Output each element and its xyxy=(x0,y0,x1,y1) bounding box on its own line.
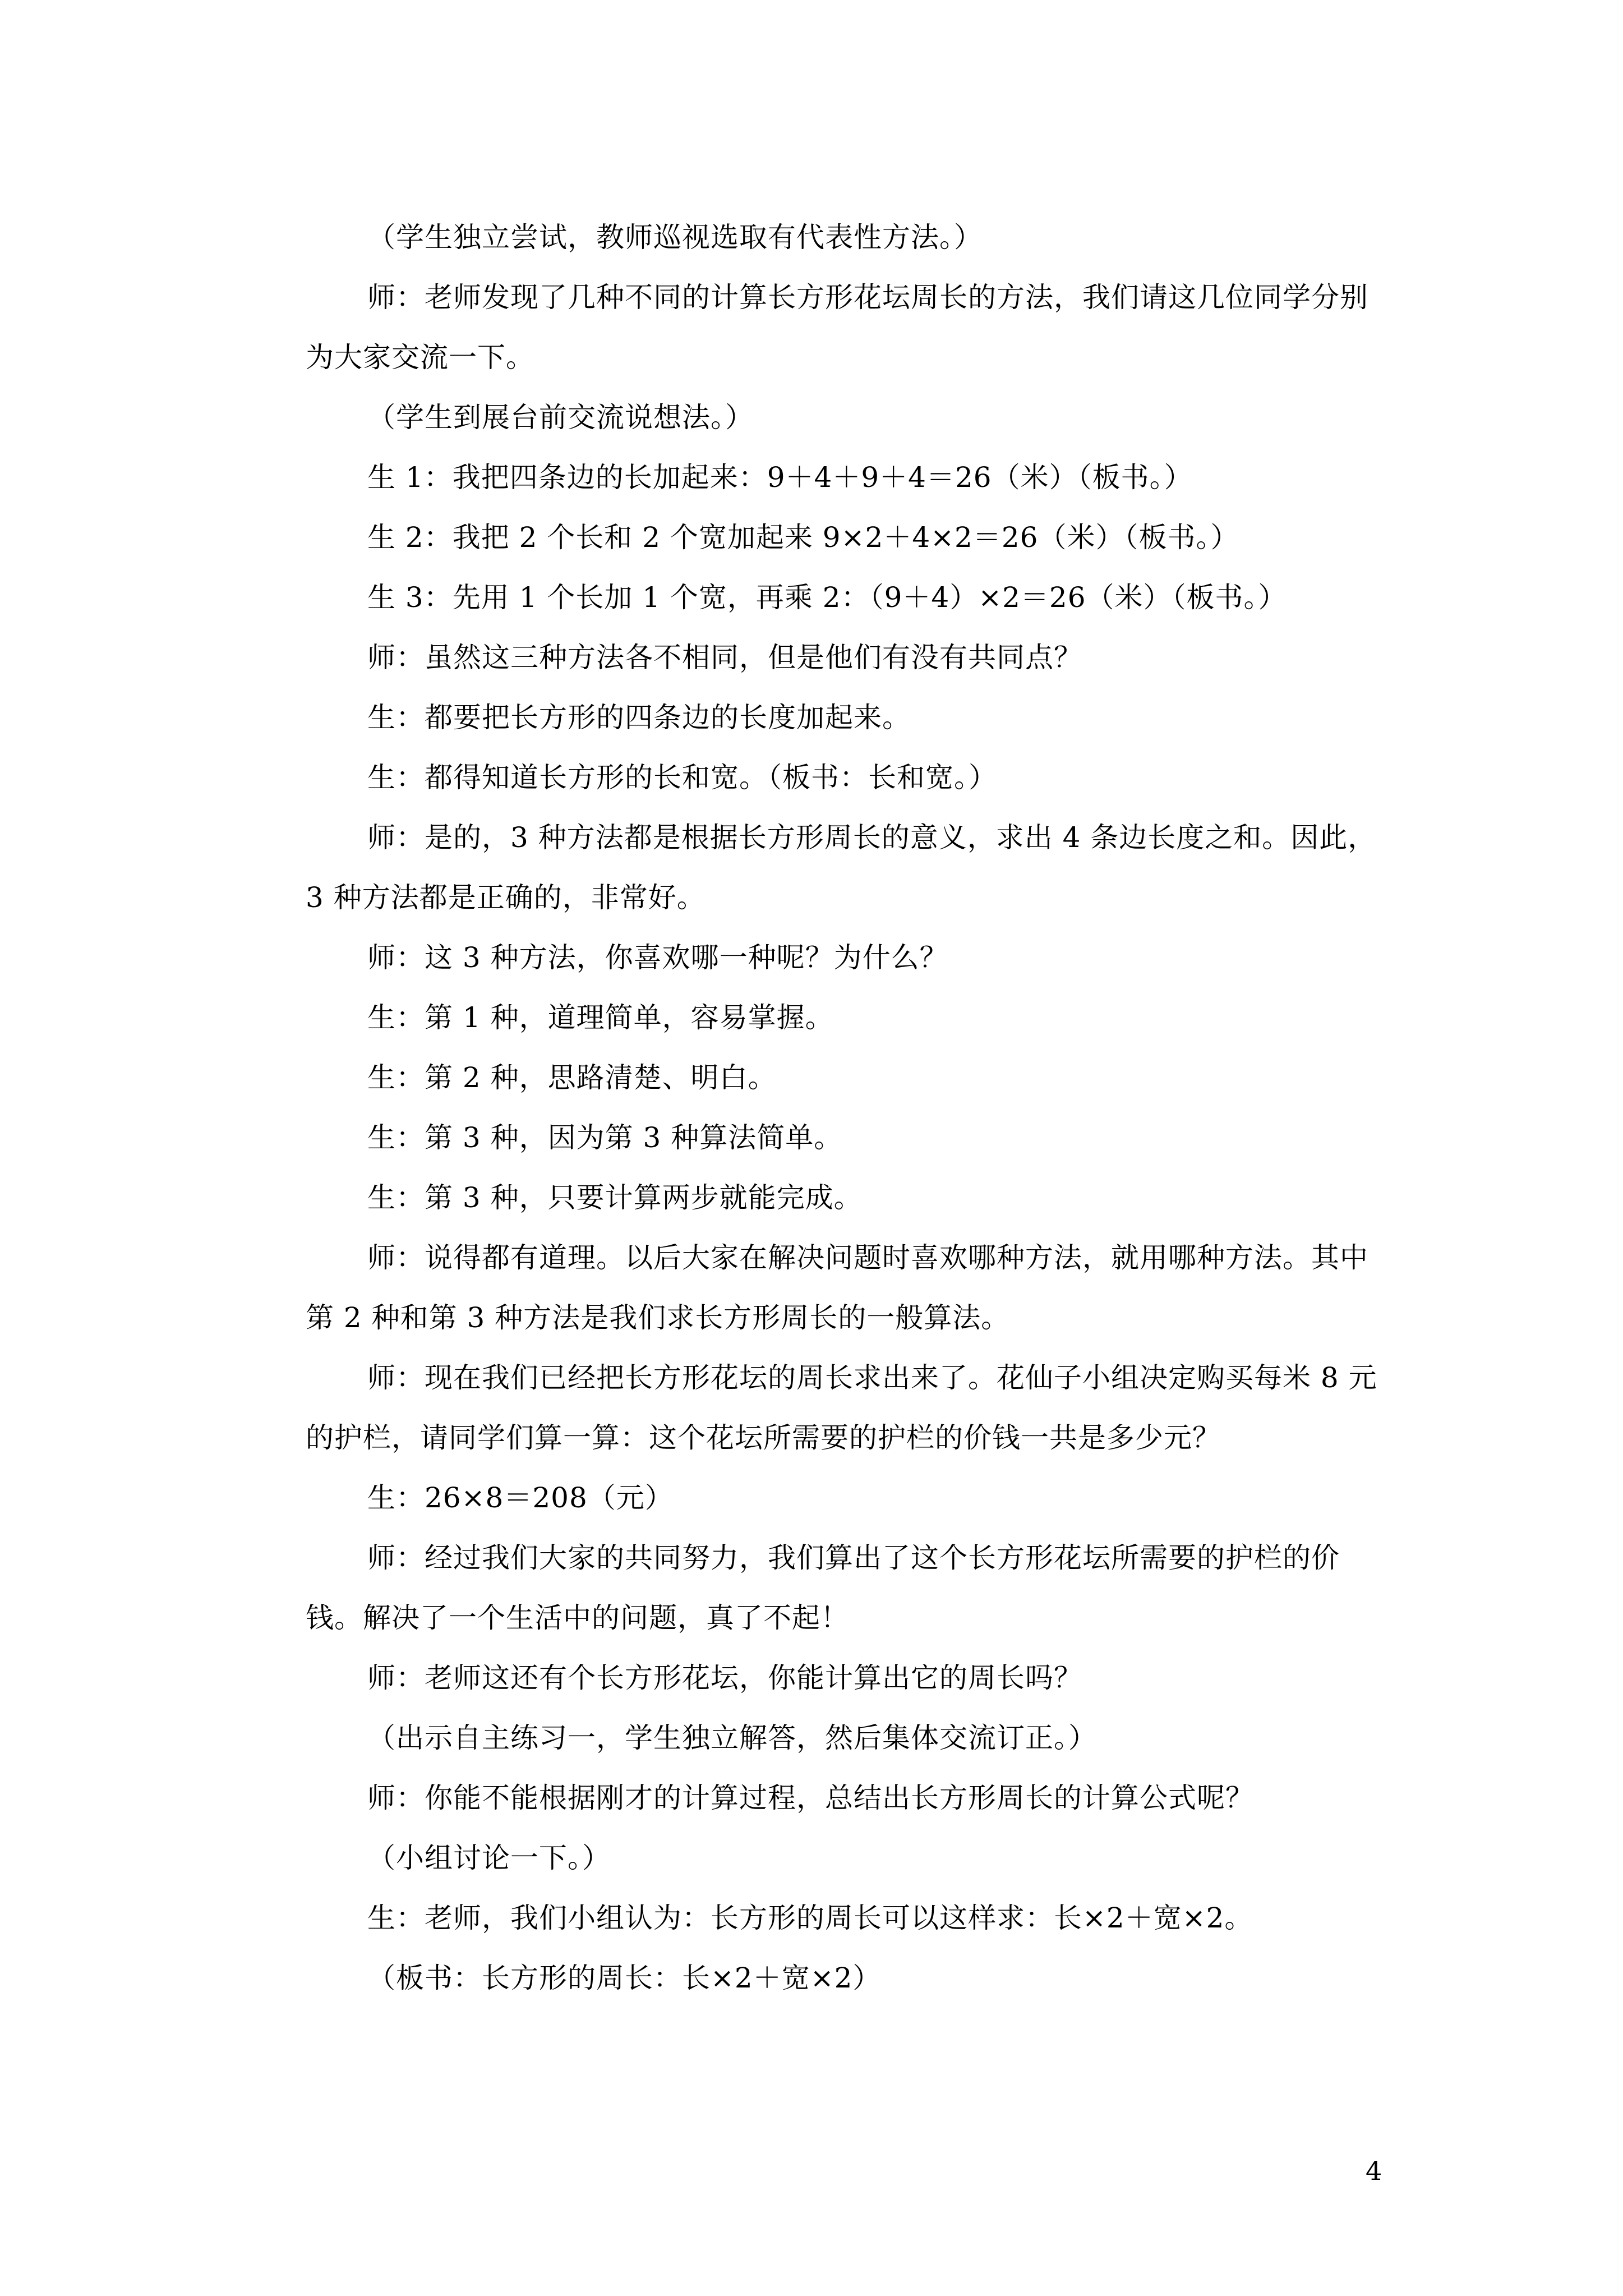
paragraph: 生：第 1 种，道理简单，容易掌握。 xyxy=(367,1001,834,1034)
paragraph: 师：现在我们已经把长方形花坛的周长求出来了。花仙子小组决定购买每米 8 元的护栏，请同学们算一算：这个花坛所需要的护栏的价钱一共是多少元？ xyxy=(306,1361,1377,1454)
paragraph: （板书：长方形的周长：长×2＋宽×2） xyxy=(367,1962,882,1994)
paragraph: 生 2：我把 2 个长和 2 个宽加起来 9×2＋4×2＝26（米）（板书。） xyxy=(367,521,1239,554)
paragraph: 师：老师发现了几种不同的计算长方形花坛周长的方法，我们请这几位同学分别为大家交流一下。 xyxy=(306,281,1368,374)
paragraph: （学生到展台前交流说想法。） xyxy=(367,401,754,434)
paragraph: 生：都要把长方形的四条边的长度加起来。 xyxy=(367,701,911,734)
paragraph: 师：这 3 种方法，你喜欢哪一种呢？为什么？ xyxy=(367,941,948,974)
paragraph: 生：第 2 种，思路清楚、明白。 xyxy=(367,1061,777,1094)
paragraph: 生 3：先用 1 个长加 1 个宽，再乘 2：（9＋4）×2＝26（米）（板书。） xyxy=(367,581,1287,614)
paragraph: 生：第 3 种，只要计算两步就能完成。 xyxy=(367,1181,863,1214)
paragraph: （学生独立尝试，教师巡视选取有代表性方法。） xyxy=(367,221,983,254)
document-body xyxy=(306,208,1391,2008)
paragraph: 师：虽然这三种方法各不相同，但是他们有没有共同点？ xyxy=(367,641,1082,674)
paragraph: 师：经过我们大家的共同努力，我们算出了这个长方形花坛所需要的护栏的价钱。解决了一个生活中的问题，真了不起！ xyxy=(306,1542,1340,1634)
paragraph: （小组讨论一下。） xyxy=(367,1842,611,1874)
paragraph: 师：是的，3 种方法都是根据长方形周长的意义，求出 4 条边长度之和。因此，3 种方法都是正确的，非常好。 xyxy=(306,821,1377,914)
paragraph: 生：老师，我们小组认为：长方形的周长可以这样求：长×2＋宽×2。 xyxy=(367,1902,1253,1934)
paragraph: （出示自主练习一，学生独立解答，然后集体交流订正。） xyxy=(367,1722,1097,1754)
paragraph: 师：老师这还有个长方形花坛，你能计算出它的周长吗？ xyxy=(367,1662,1082,1694)
paragraph: 生：26×8＝208（元） xyxy=(367,1481,674,1514)
page-number: 4 xyxy=(1366,2156,1382,2186)
paragraph: 生：都得知道长方形的长和宽。（板书：长和宽。） xyxy=(367,761,997,794)
paragraph: 生 1：我把四条边的长加起来：9＋4＋9＋4＝26（米）（板书。） xyxy=(367,461,1193,494)
paragraph: 师：说得都有道理。以后大家在解决问题时喜欢哪种方法，就用哪种方法。其中第 2 种和第 3 种方法是我们求长方形周长的一般算法。 xyxy=(306,1241,1368,1334)
paragraph: 师：你能不能根据刚才的计算过程，总结出长方形周长的计算公式呢？ xyxy=(367,1782,1254,1814)
paragraph: 生：第 3 种，因为第 3 种算法简单。 xyxy=(367,1121,843,1154)
